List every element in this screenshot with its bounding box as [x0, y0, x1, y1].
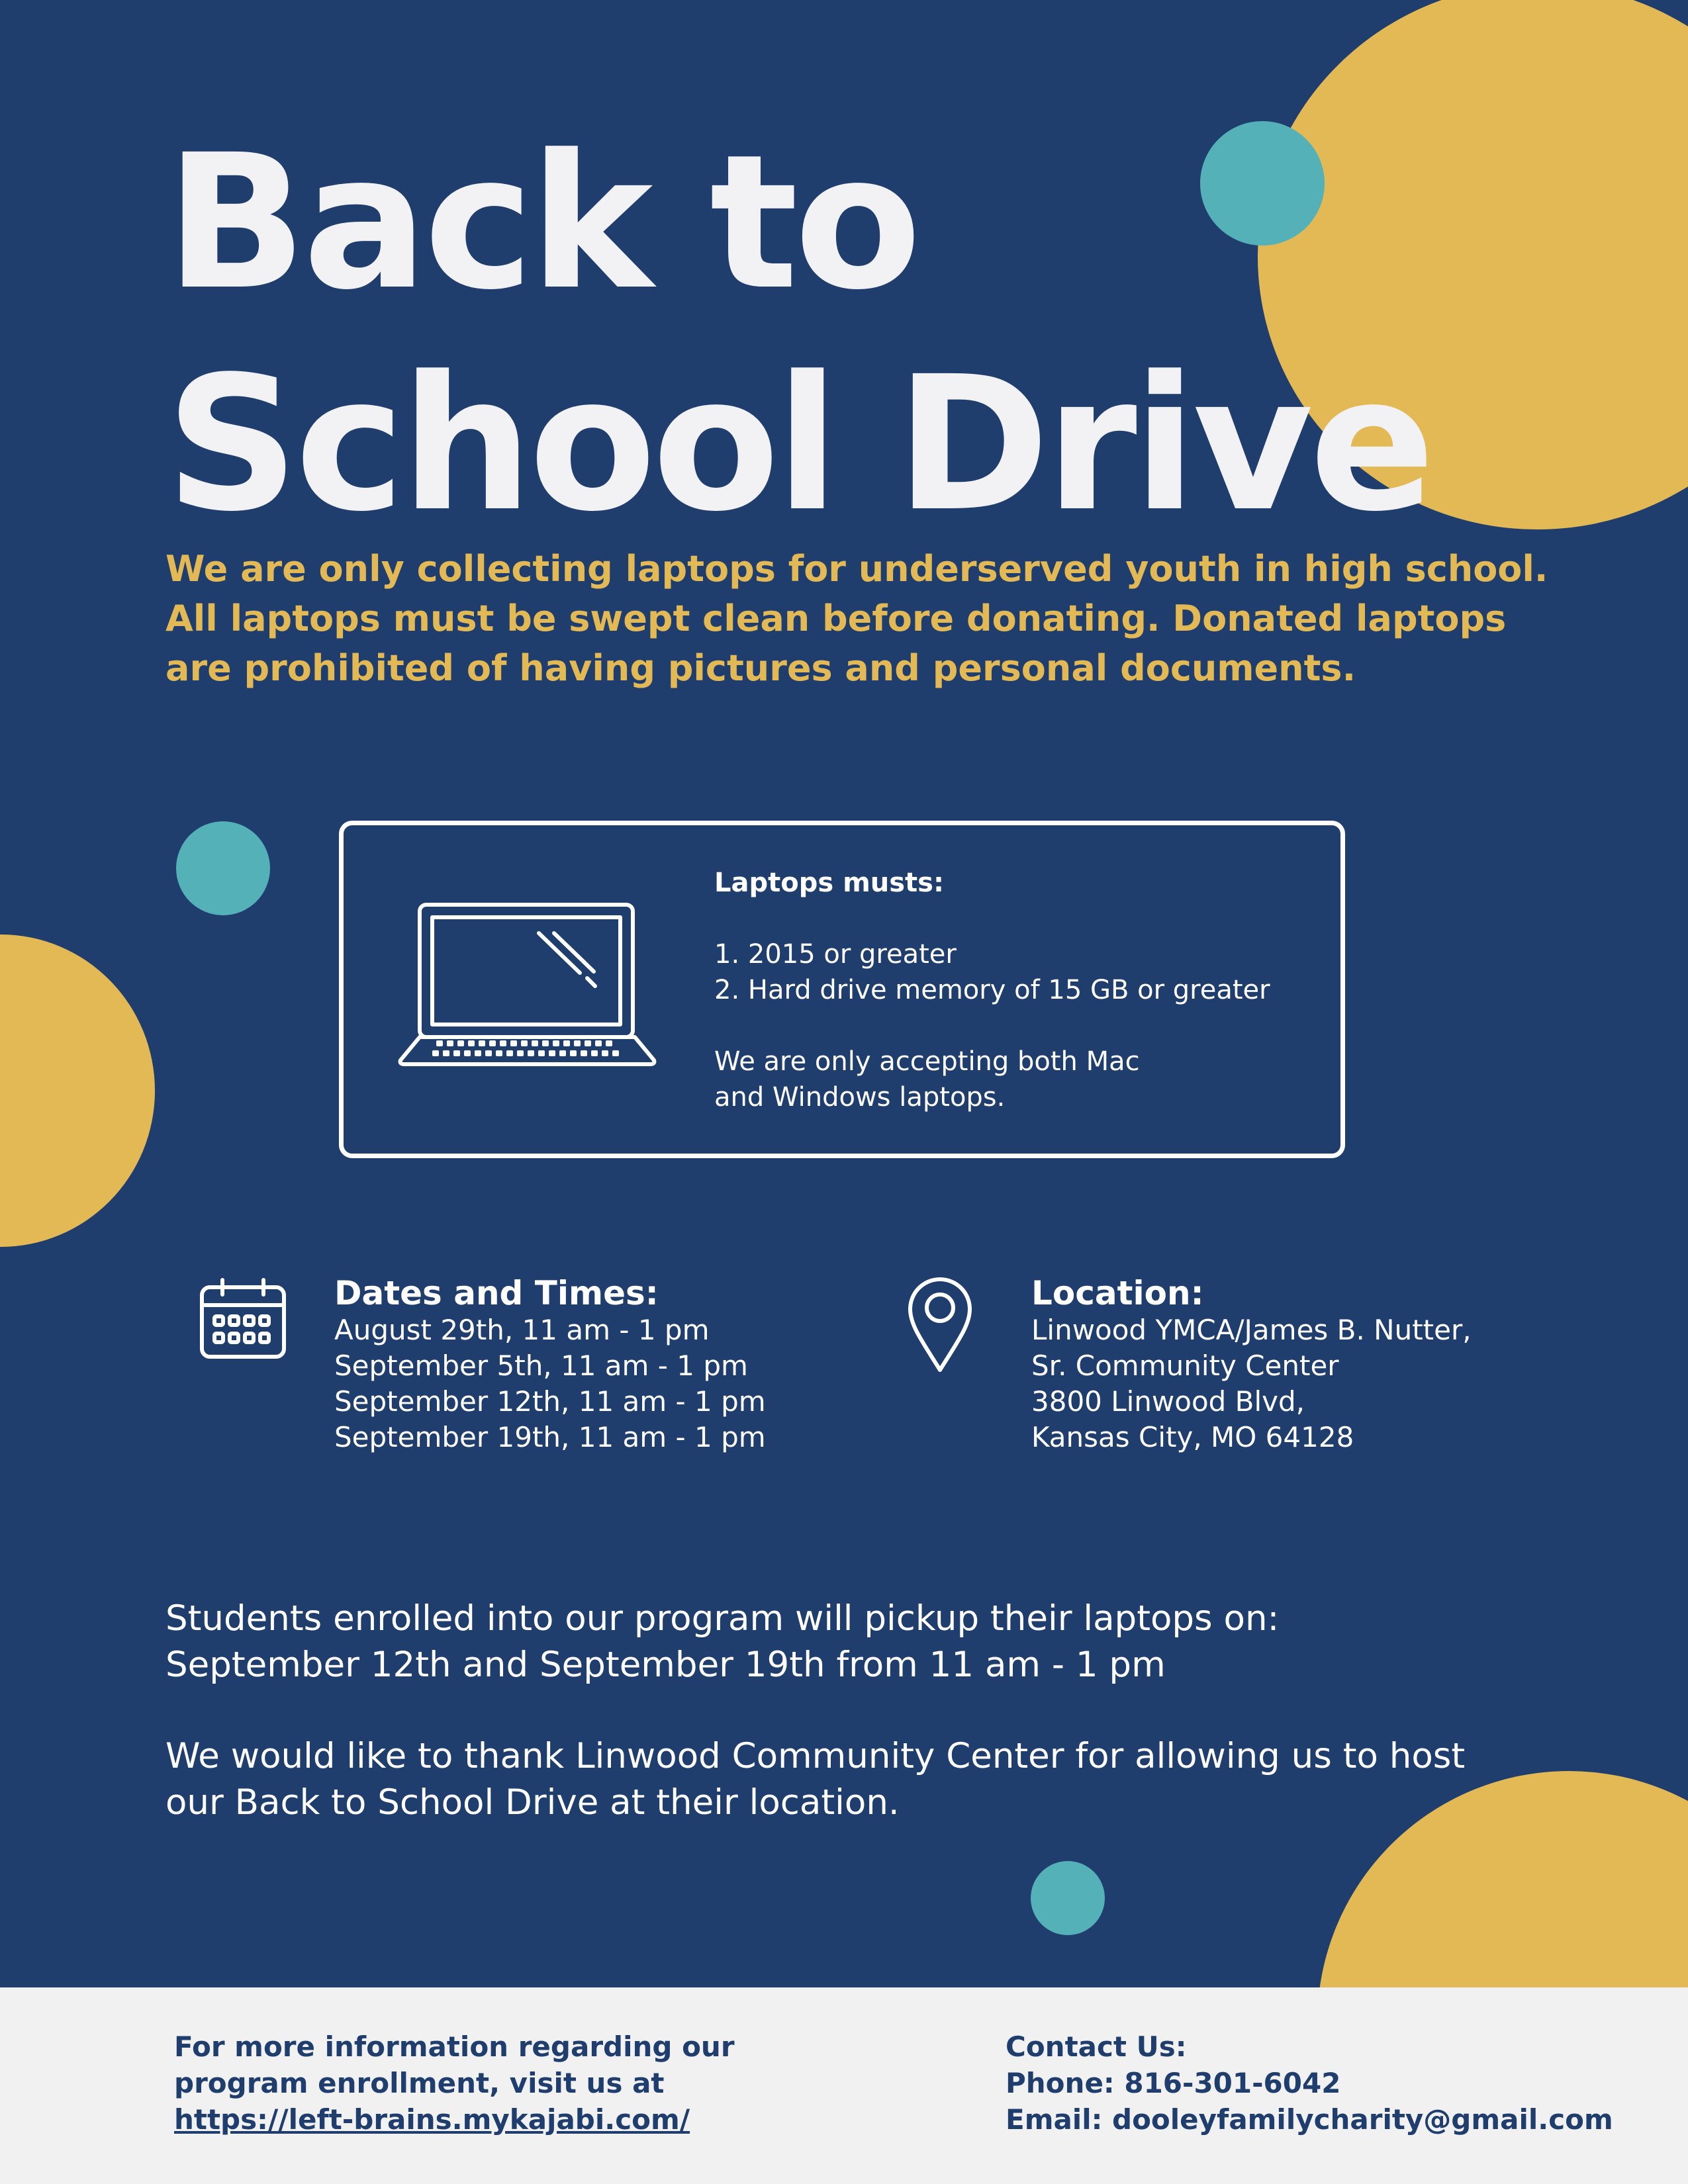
- dates-heading: Dates and Times:: [334, 1274, 659, 1312]
- footer-contact: [1006, 2028, 1613, 2138]
- requirement-item-year: 1. 2015 or greater: [714, 939, 957, 970]
- calendar-icon: [199, 1277, 287, 1360]
- date-line: August 29th, 11 am - 1 pm: [334, 1314, 710, 1346]
- location-heading: Location:: [1031, 1274, 1204, 1312]
- intro-line-3: are prohibited of having pictures and personal documents.: [165, 647, 1356, 689]
- date-line: September 19th, 11 am - 1 pm: [334, 1421, 766, 1453]
- location-section: [1031, 1274, 1472, 1455]
- decor-circle-teal-left: [176, 821, 270, 915]
- intro-line-1: We are only collecting laptops for underserved youth in high school.: [165, 548, 1548, 590]
- location-line: 3800 Linwood Blvd,: [1031, 1385, 1305, 1418]
- website-link[interactable]: https://left-brains.mykajabi.com/: [174, 2103, 690, 2136]
- thanks-text: [165, 1733, 1489, 1826]
- contact-email: Email: dooleyfamilycharity@gmail.com: [1006, 2103, 1613, 2136]
- requirements-note-line-2: and Windows laptops.: [714, 1082, 1006, 1113]
- footer-info-line-2: program enrollment, visit us at: [174, 2067, 665, 2099]
- location-pin-icon: [907, 1277, 973, 1373]
- date-line: September 5th, 11 am - 1 pm: [334, 1349, 748, 1382]
- title-line-1: Back to: [165, 115, 918, 331]
- title-line-2: School Drive: [165, 337, 1432, 553]
- contact-phone: Phone: 816-301-6042: [1006, 2067, 1341, 2099]
- intro-text: [165, 544, 1589, 693]
- location-line: Linwood YMCA/James B. Nutter,: [1031, 1314, 1472, 1346]
- laptop-icon: [397, 901, 658, 1067]
- thanks-line-1: We would like to thank Linwood Community Center for allowing us to host: [165, 1736, 1466, 1776]
- decor-circle-left: [0, 934, 155, 1247]
- contact-heading: Contact Us:: [1006, 2030, 1187, 2063]
- requirement-item-storage: 2. Hard drive memory of 15 GB or greater: [714, 975, 1270, 1005]
- requirements-text: [714, 865, 1323, 1115]
- thanks-line-2: our Back to School Drive at their location.: [165, 1782, 900, 1823]
- pickup-text: [165, 1596, 1489, 1688]
- decor-circle-teal-bottom: [1031, 1861, 1105, 1935]
- pickup-line-2: September 12th and September 19th from 11 am - 1 pm: [165, 1645, 1166, 1685]
- footer: [0, 1987, 1688, 2184]
- requirements-title: Laptops musts:: [714, 868, 944, 898]
- intro-line-2: All laptops must be swept clean before donating. Donated laptops: [165, 598, 1507, 639]
- footer-info-line-1: For more information regarding our: [174, 2030, 735, 2063]
- pickup-line-1: Students enrolled into our program will pickup their laptops on:: [165, 1598, 1280, 1639]
- requirements-list: [714, 936, 1323, 1008]
- page-title: [165, 113, 1431, 556]
- requirements-note-line-1: We are only accepting both Mac: [714, 1046, 1140, 1077]
- date-line: September 12th, 11 am - 1 pm: [334, 1385, 766, 1418]
- location-line: Kansas City, MO 64128: [1031, 1421, 1354, 1453]
- footer-info: [174, 2028, 735, 2138]
- dates-section: [334, 1274, 766, 1455]
- laptop-requirements-box: [339, 821, 1345, 1158]
- location-line: Sr. Community Center: [1031, 1349, 1339, 1382]
